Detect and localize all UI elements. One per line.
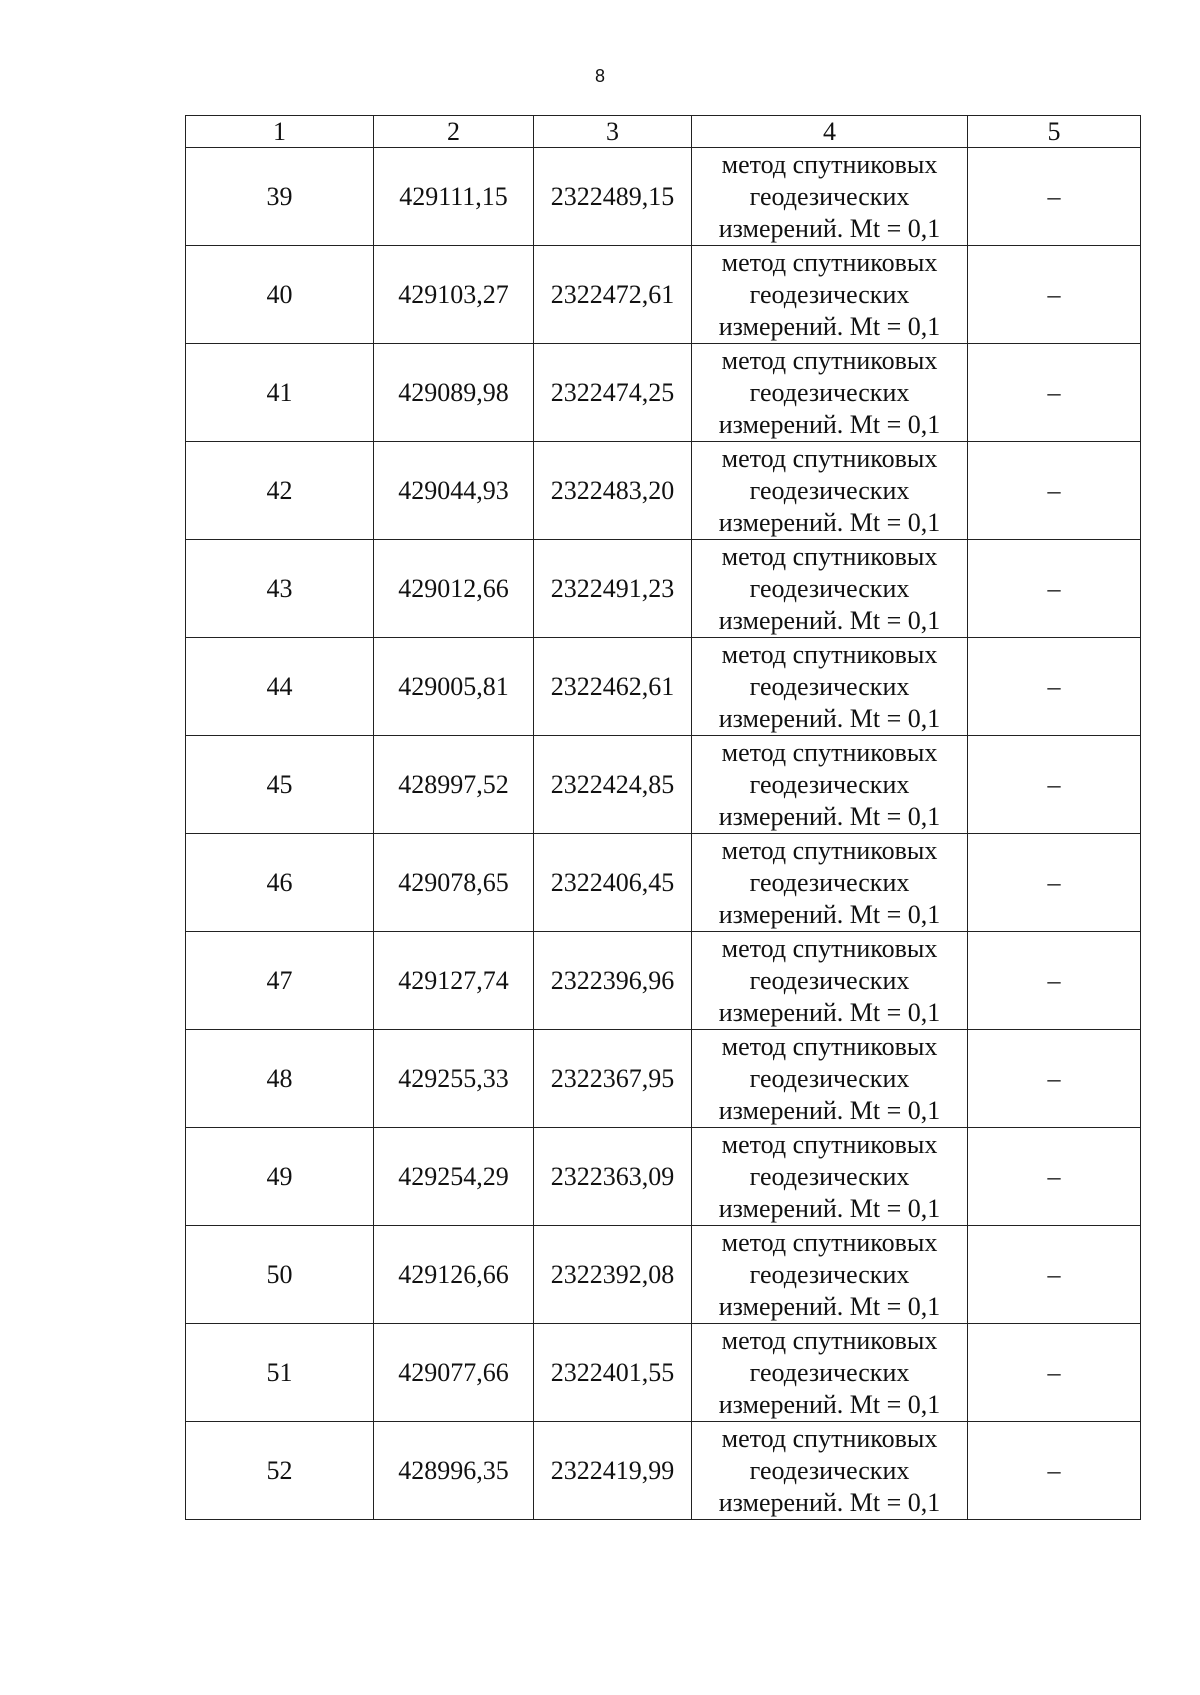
method-cell bbox=[692, 638, 968, 736]
method-text-line: геодезических bbox=[749, 573, 910, 603]
point-number-cell: 51 bbox=[186, 1324, 374, 1422]
method-text-line: метод спутниковых bbox=[721, 247, 938, 277]
method-text-line: геодезических bbox=[749, 1259, 910, 1289]
method-text-line: геодезических bbox=[749, 1161, 910, 1191]
method-cell bbox=[692, 442, 968, 540]
x-coordinate-cell: 429044,93 bbox=[374, 442, 534, 540]
note-cell: – bbox=[968, 1226, 1141, 1324]
table-row bbox=[186, 1422, 1141, 1520]
table-row bbox=[186, 1226, 1141, 1324]
y-coordinate-cell: 2322474,25 bbox=[534, 344, 692, 442]
table-row bbox=[186, 344, 1141, 442]
method-text-line: метод спутниковых bbox=[721, 1227, 938, 1257]
method-text-line: метод спутниковых bbox=[721, 149, 938, 179]
x-coordinate-cell: 428996,35 bbox=[374, 1422, 534, 1520]
method-text-line: геодезических bbox=[749, 377, 910, 407]
note-cell: – bbox=[968, 638, 1141, 736]
method-text-line: измерений. Mt = 0,1 bbox=[718, 801, 941, 831]
column-header-5: 5 bbox=[968, 116, 1141, 148]
table-row bbox=[186, 442, 1141, 540]
table-row bbox=[186, 638, 1141, 736]
point-number-cell: 50 bbox=[186, 1226, 374, 1324]
method-cell bbox=[692, 1226, 968, 1324]
y-coordinate-cell: 2322392,08 bbox=[534, 1226, 692, 1324]
method-text-line: метод спутниковых bbox=[721, 1031, 938, 1061]
method-text-line: геодезических bbox=[749, 965, 910, 995]
method-text-line: геодезических bbox=[749, 769, 910, 799]
x-coordinate-cell: 429254,29 bbox=[374, 1128, 534, 1226]
note-cell: – bbox=[968, 1324, 1141, 1422]
y-coordinate-cell: 2322401,55 bbox=[534, 1324, 692, 1422]
method-text-line: измерений. Mt = 0,1 bbox=[718, 899, 941, 929]
y-coordinate-cell: 2322424,85 bbox=[534, 736, 692, 834]
point-number-cell: 43 bbox=[186, 540, 374, 638]
x-coordinate-cell: 429255,33 bbox=[374, 1030, 534, 1128]
point-number-cell: 39 bbox=[186, 148, 374, 246]
method-text-line: метод спутниковых bbox=[721, 933, 938, 963]
table-header-row bbox=[186, 116, 1141, 148]
method-cell bbox=[692, 1128, 968, 1226]
table-row bbox=[186, 1030, 1141, 1128]
table-body bbox=[186, 148, 1141, 1520]
method-text-line: метод спутниковых bbox=[721, 1423, 938, 1453]
page-number: 8 bbox=[594, 66, 605, 86]
x-coordinate-cell: 429089,98 bbox=[374, 344, 534, 442]
method-cell bbox=[692, 736, 968, 834]
method-cell bbox=[692, 344, 968, 442]
method-text-line: измерений. Mt = 0,1 bbox=[718, 1487, 941, 1517]
method-text-line: измерений. Mt = 0,1 bbox=[718, 1291, 941, 1321]
note-cell: – bbox=[968, 834, 1141, 932]
y-coordinate-cell: 2322419,99 bbox=[534, 1422, 692, 1520]
method-text-line: метод спутниковых bbox=[721, 345, 938, 375]
method-cell bbox=[692, 1324, 968, 1422]
method-cell bbox=[692, 540, 968, 638]
method-text-line: метод спутниковых bbox=[721, 639, 938, 669]
method-text-line: измерений. Mt = 0,1 bbox=[718, 213, 941, 243]
table-row bbox=[186, 932, 1141, 1030]
y-coordinate-cell: 2322472,61 bbox=[534, 246, 692, 344]
x-coordinate-cell: 429126,66 bbox=[374, 1226, 534, 1324]
method-text-line: измерений. Mt = 0,1 bbox=[718, 311, 941, 341]
note-cell: – bbox=[968, 1422, 1141, 1520]
point-number-cell: 49 bbox=[186, 1128, 374, 1226]
x-coordinate-cell: 429005,81 bbox=[374, 638, 534, 736]
note-cell: – bbox=[968, 736, 1141, 834]
method-cell bbox=[692, 246, 968, 344]
method-text-line: метод спутниковых bbox=[721, 737, 938, 767]
y-coordinate-cell: 2322489,15 bbox=[534, 148, 692, 246]
method-text-line: геодезических bbox=[749, 181, 910, 211]
y-coordinate-cell: 2322491,23 bbox=[534, 540, 692, 638]
column-header-3: 3 bbox=[534, 116, 692, 148]
x-coordinate-cell: 429077,66 bbox=[374, 1324, 534, 1422]
y-coordinate-cell: 2322396,96 bbox=[534, 932, 692, 1030]
method-text-line: измерений. Mt = 0,1 bbox=[718, 409, 941, 439]
note-cell: – bbox=[968, 1128, 1141, 1226]
x-coordinate-cell: 428997,52 bbox=[374, 736, 534, 834]
table-row bbox=[186, 540, 1141, 638]
method-text-line: геодезических bbox=[749, 867, 910, 897]
method-text-line: геодезических bbox=[749, 475, 910, 505]
note-cell: – bbox=[968, 1030, 1141, 1128]
x-coordinate-cell: 429078,65 bbox=[374, 834, 534, 932]
method-cell bbox=[692, 932, 968, 1030]
point-number-cell: 47 bbox=[186, 932, 374, 1030]
method-text-line: геодезических bbox=[749, 279, 910, 309]
method-text-line: измерений. Mt = 0,1 bbox=[718, 703, 941, 733]
method-cell bbox=[692, 148, 968, 246]
point-number-cell: 52 bbox=[186, 1422, 374, 1520]
point-number-cell: 42 bbox=[186, 442, 374, 540]
method-cell bbox=[692, 834, 968, 932]
note-cell: – bbox=[968, 442, 1141, 540]
point-number-cell: 45 bbox=[186, 736, 374, 834]
method-cell bbox=[692, 1422, 968, 1520]
method-text-line: измерений. Mt = 0,1 bbox=[718, 997, 941, 1027]
y-coordinate-cell: 2322483,20 bbox=[534, 442, 692, 540]
method-text-line: геодезических bbox=[749, 1357, 910, 1387]
method-text-line: метод спутниковых bbox=[721, 1129, 938, 1159]
table-row bbox=[186, 246, 1141, 344]
method-text-line: измерений. Mt = 0,1 bbox=[718, 507, 941, 537]
method-text-line: измерений. Mt = 0,1 bbox=[718, 1193, 941, 1223]
coordinates-table bbox=[185, 115, 1141, 1520]
note-cell: – bbox=[968, 246, 1141, 344]
column-header-4: 4 bbox=[692, 116, 968, 148]
method-text-line: геодезических bbox=[749, 1455, 910, 1485]
y-coordinate-cell: 2322406,45 bbox=[534, 834, 692, 932]
method-text-line: измерений. Mt = 0,1 bbox=[718, 1095, 941, 1125]
note-cell: – bbox=[968, 932, 1141, 1030]
x-coordinate-cell: 429127,74 bbox=[374, 932, 534, 1030]
column-header-1: 1 bbox=[186, 116, 374, 148]
x-coordinate-cell: 429111,15 bbox=[374, 148, 534, 246]
point-number-cell: 41 bbox=[186, 344, 374, 442]
y-coordinate-cell: 2322363,09 bbox=[534, 1128, 692, 1226]
point-number-cell: 48 bbox=[186, 1030, 374, 1128]
x-coordinate-cell: 429012,66 bbox=[374, 540, 534, 638]
note-cell: – bbox=[968, 148, 1141, 246]
method-text-line: геодезических bbox=[749, 1063, 910, 1093]
method-cell bbox=[692, 1030, 968, 1128]
note-cell: – bbox=[968, 540, 1141, 638]
method-text-line: метод спутниковых bbox=[721, 443, 938, 473]
method-text-line: измерений. Mt = 0,1 bbox=[718, 605, 941, 635]
point-number-cell: 40 bbox=[186, 246, 374, 344]
point-number-cell: 44 bbox=[186, 638, 374, 736]
method-text-line: геодезических bbox=[749, 671, 910, 701]
table-row bbox=[186, 1324, 1141, 1422]
point-number-cell: 46 bbox=[186, 834, 374, 932]
y-coordinate-cell: 2322462,61 bbox=[534, 638, 692, 736]
method-text-line: измерений. Mt = 0,1 bbox=[718, 1389, 941, 1419]
method-text-line: метод спутниковых bbox=[721, 835, 938, 865]
x-coordinate-cell: 429103,27 bbox=[374, 246, 534, 344]
y-coordinate-cell: 2322367,95 bbox=[534, 1030, 692, 1128]
table-row bbox=[186, 736, 1141, 834]
column-header-2: 2 bbox=[374, 116, 534, 148]
table-row bbox=[186, 148, 1141, 246]
method-text-line: метод спутниковых bbox=[721, 1325, 938, 1355]
table-row bbox=[186, 834, 1141, 932]
table-row bbox=[186, 1128, 1141, 1226]
method-text-line: метод спутниковых bbox=[721, 541, 938, 571]
note-cell: – bbox=[968, 344, 1141, 442]
